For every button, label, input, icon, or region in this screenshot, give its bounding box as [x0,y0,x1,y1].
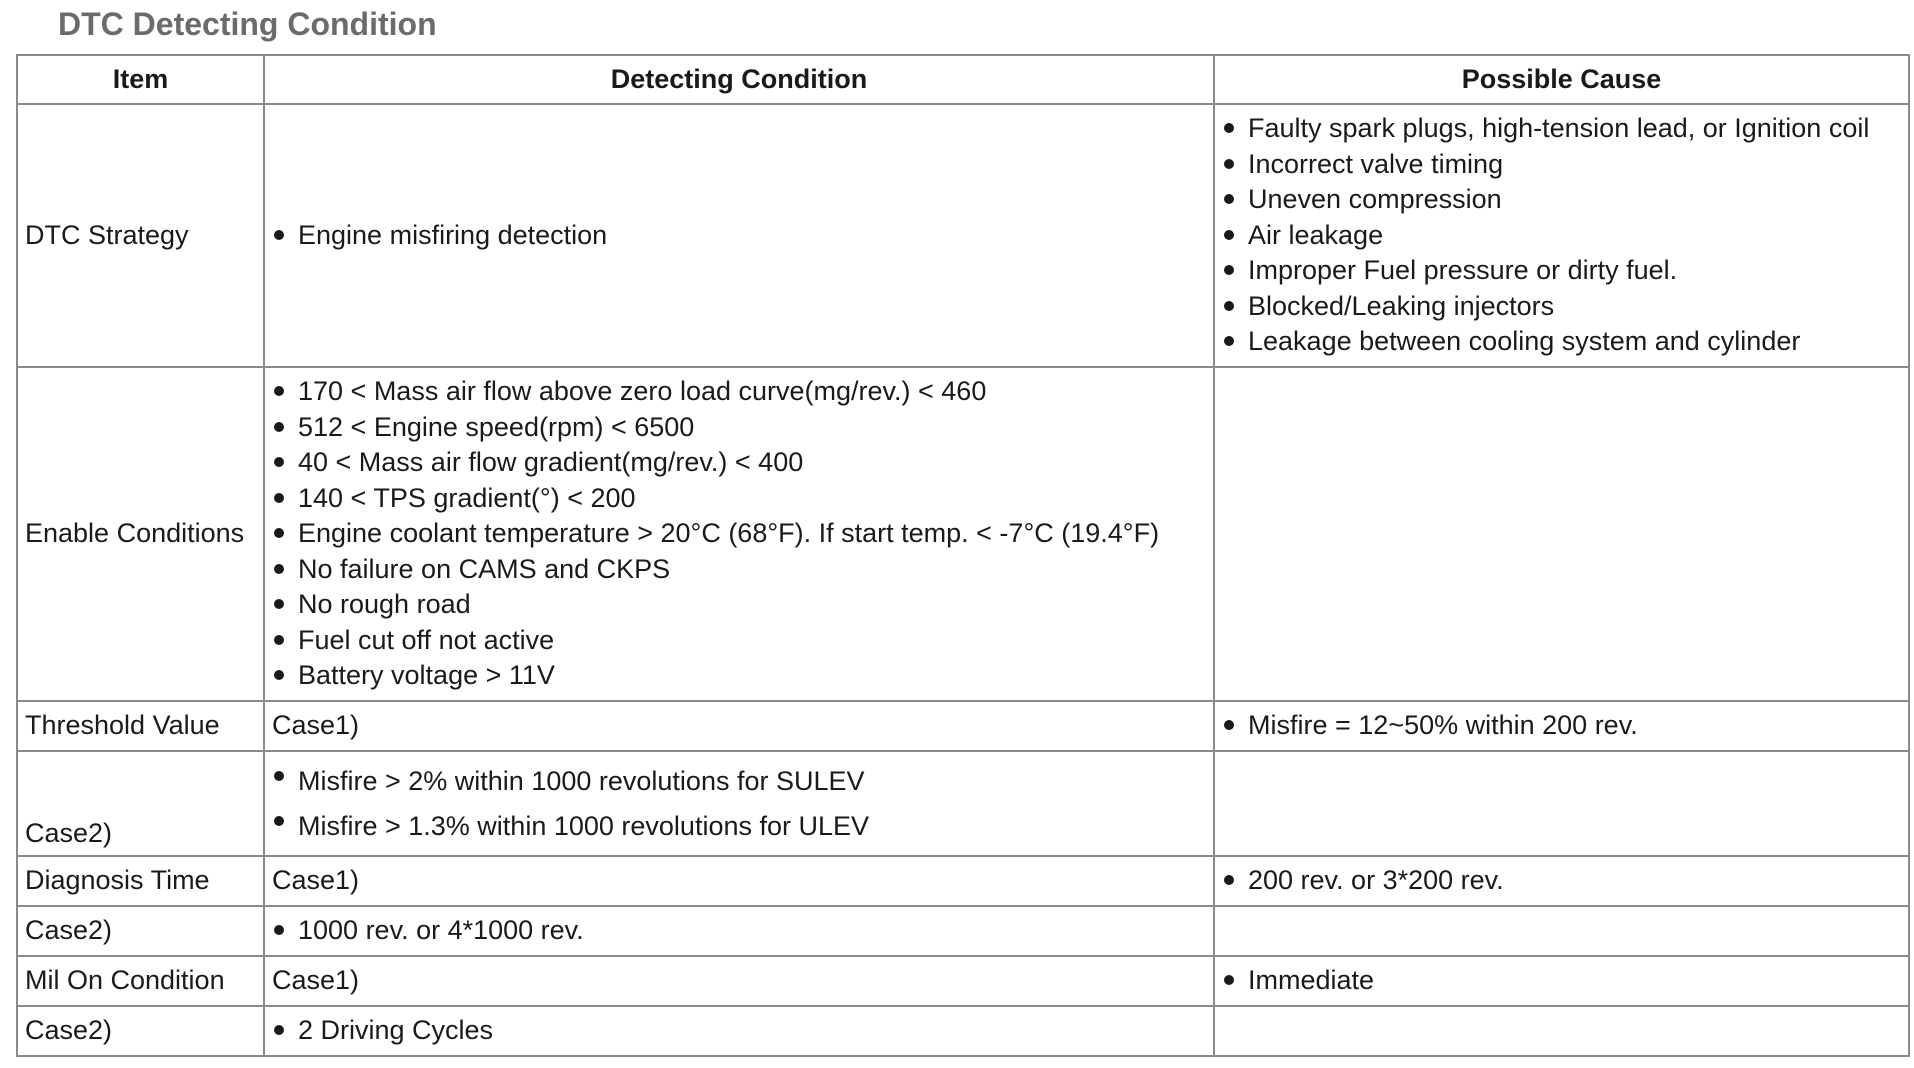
list-item: No failure on CAMS and CKPS [272,552,1206,588]
table-header-row [17,55,1909,104]
table-row [17,1006,1909,1056]
list-item: Improper Fuel pressure or dirty fuel. [1222,253,1901,289]
table-row [17,104,1909,367]
list-item: 2 Driving Cycles [272,1013,1206,1049]
table-row [17,906,1909,956]
list-item: Fuel cut off not active [272,623,1206,659]
item-cell: Threshold Value [17,701,264,751]
list-item: Battery voltage > 11V [272,658,1206,694]
list-item: 200 rev. or 3*200 rev. [1222,863,1901,899]
table-row [17,367,1909,701]
list-item: Engine misfiring detection [272,218,1206,254]
cause-cell [1214,1006,1909,1056]
header-detecting-condition: Detecting Condition [264,55,1214,104]
condition-cell [264,367,1214,701]
list-item: Immediate [1222,963,1901,999]
cause-cell [1214,906,1909,956]
table-row [17,701,1909,751]
item-cell: Case2) [17,751,264,856]
list-item: Air leakage [1222,218,1901,254]
list-item: 170 < Mass air flow above zero load curve(mg/rev.) < 460 [272,374,1206,410]
list-item: 40 < Mass air flow gradient(mg/rev.) < 400 [272,445,1206,481]
item-cell: Case2) [17,1006,264,1056]
condition-cell [264,751,1214,856]
list-item: 1000 rev. or 4*1000 rev. [272,913,1206,949]
list-item: Leakage between cooling system and cylinder [1222,324,1901,360]
cause-cell [1214,104,1909,367]
cause-cell [1214,367,1909,701]
condition-cell [264,104,1214,367]
list-item: Misfire > 1.3% within 1000 revolutions for ULEV [272,804,1206,849]
list-item: Uneven compression [1222,182,1901,218]
header-possible-cause: Possible Cause [1214,55,1909,104]
header-item: Item [17,55,264,104]
condition-cell: Case1) [264,956,1214,1006]
cause-cell [1214,751,1909,856]
condition-cell: Case1) [264,856,1214,906]
cause-cell [1214,956,1909,1006]
list-item: Incorrect valve timing [1222,147,1901,183]
table-row [17,856,1909,906]
item-cell: Enable Conditions [17,367,264,701]
page-title: DTC Detecting Condition [58,6,437,42]
table-row [17,751,1909,856]
list-item: Blocked/Leaking injectors [1222,289,1901,325]
list-item: 140 < TPS gradient(°) < 200 [272,481,1206,517]
table-row [17,956,1909,1006]
condition-cell: Case1) [264,701,1214,751]
list-item: Misfire = 12~50% within 200 rev. [1222,708,1901,744]
item-cell: Mil On Condition [17,956,264,1006]
cause-cell [1214,701,1909,751]
condition-cell [264,1006,1214,1056]
list-item: Engine coolant temperature > 20°C (68°F). If start temp. < -7°C (19.4°F) [272,516,1206,552]
item-cell: DTC Strategy [17,104,264,367]
cause-cell [1214,856,1909,906]
list-item: 512 < Engine speed(rpm) < 6500 [272,410,1206,446]
list-item: Misfire > 2% within 1000 revolutions for SULEV [272,759,1206,804]
list-item: Faulty spark plugs, high-tension lead, or Ignition coil [1222,111,1901,147]
item-cell: Case2) [17,906,264,956]
item-cell: Diagnosis Time [17,856,264,906]
dtc-condition-table [16,54,1910,1057]
condition-cell [264,906,1214,956]
list-item: No rough road [272,587,1206,623]
